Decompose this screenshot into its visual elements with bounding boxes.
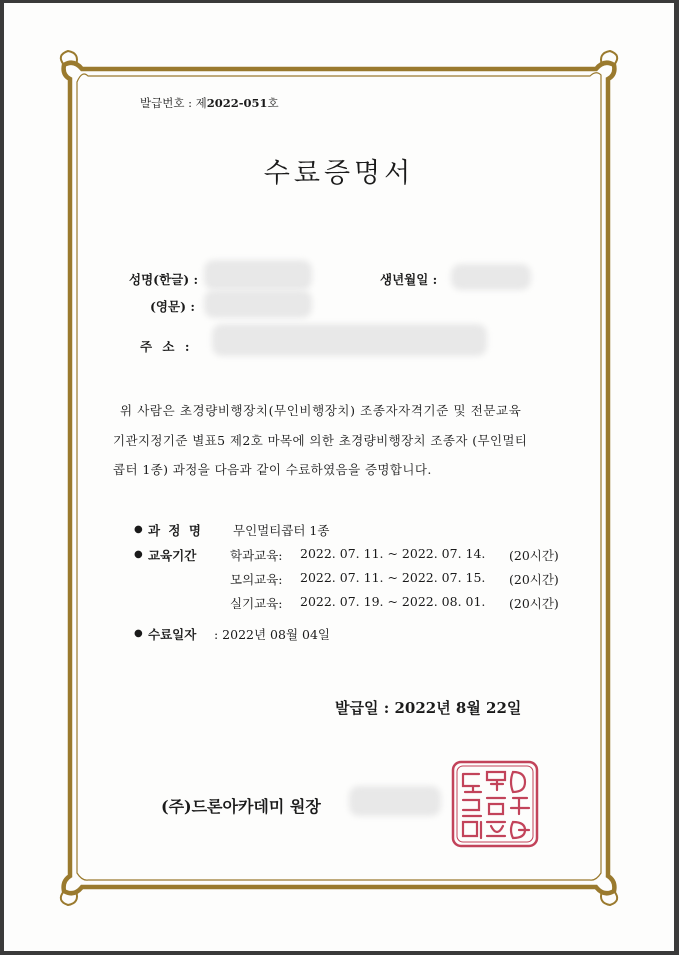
issue-number xyxy=(140,95,279,111)
page-title: 수료증명서 xyxy=(263,158,415,189)
bullet-icon: ● xyxy=(134,549,143,560)
body-line-2: 기관지정기준 별표5 제2호 마목에 의한 초경량비행장치 조종자 (무인멀티 xyxy=(113,433,528,448)
birthdate-label: 생년월일 : xyxy=(380,272,438,287)
issue-date: 발급일 : 2022년 8월 22일 xyxy=(335,699,522,717)
period-type: 실기교육: xyxy=(230,596,283,611)
bullet-icon: ● xyxy=(134,524,143,535)
period-type: 모의교육: xyxy=(230,572,283,587)
birthdate-redacted xyxy=(451,264,531,290)
period-range: 2022. 07. 19. ~ 2022. 08. 01. xyxy=(300,594,486,609)
name-english-redacted xyxy=(204,290,312,318)
director-name-redacted xyxy=(349,786,441,816)
issue-number-prefix: 제 xyxy=(195,96,207,110)
period-hours: (20시간) xyxy=(509,548,559,563)
body-line-3: 콥터 1종) 과정을 다음과 같이 수료하였음을 증명합니다. xyxy=(113,462,432,477)
period-hours: (20시간) xyxy=(509,596,559,611)
body-line-1: 위 사람은 초경량비행장치(무인비행장치) 조종자자격기준 및 전문교육 xyxy=(120,403,522,418)
address-label: 주 소 : xyxy=(140,339,193,354)
completion-value: : 2022년 08월 04일 xyxy=(214,627,330,642)
name-english-label: (영문) : xyxy=(150,299,195,314)
name-korean-label: 성명(한글) : xyxy=(129,272,199,287)
course-value: 무인멀티콥터 1종 xyxy=(233,523,330,538)
name-korean-redacted xyxy=(204,260,312,290)
period-label: 교육기간 xyxy=(148,548,197,563)
period-type: 학과교육: xyxy=(230,548,283,563)
issue-number-label: 발급번호 : xyxy=(140,96,192,110)
bullet-icon: ● xyxy=(134,628,143,639)
organization-name: (주)드론아카데미 원장 xyxy=(161,797,321,816)
issue-number-value: 2022-051 xyxy=(206,96,268,110)
period-hours: (20시간) xyxy=(509,572,559,587)
address-redacted xyxy=(212,324,487,356)
issue-number-suffix: 호 xyxy=(267,96,279,110)
certificate-page xyxy=(4,3,674,951)
period-range: 2022. 07. 11. ~ 2022. 07. 14. xyxy=(300,546,486,561)
completion-label: 수료일자 xyxy=(148,627,197,642)
official-seal xyxy=(451,760,539,848)
course-label: 과 정 명 xyxy=(148,523,203,538)
period-range: 2022. 07. 11. ~ 2022. 07. 15. xyxy=(300,570,486,585)
